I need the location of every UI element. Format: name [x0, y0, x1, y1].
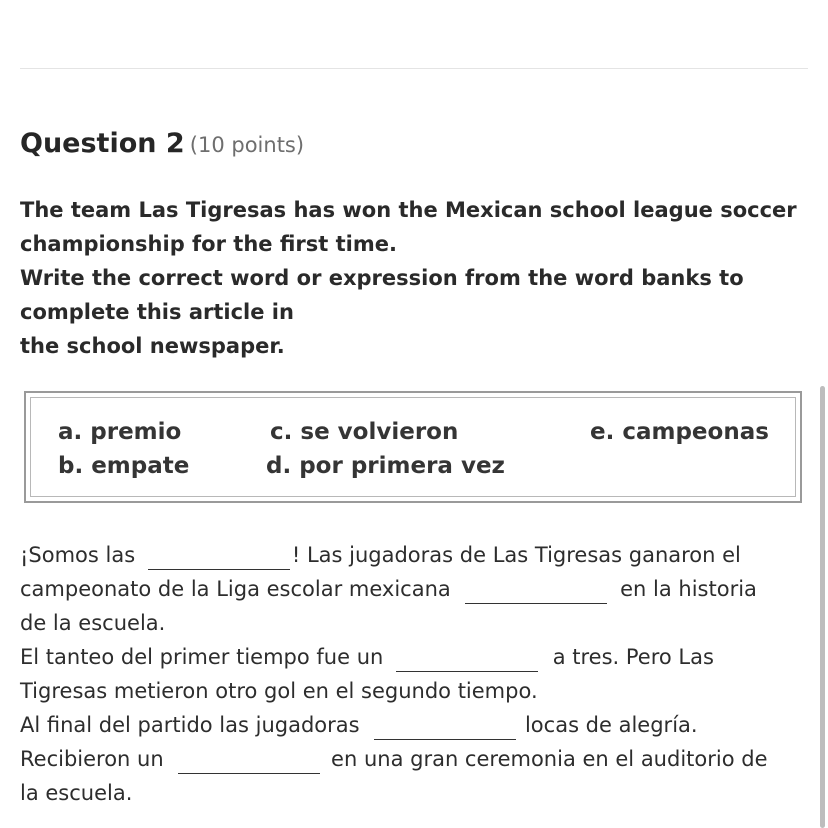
- passage-line: [20, 640, 820, 674]
- question-prompt: [20, 193, 810, 363]
- passage-text: en una gran ceremonia en el auditorio de: [331, 747, 768, 771]
- word-bank-item-d: d. por primera vez: [266, 453, 505, 479]
- passage-text: Recibieron un: [20, 747, 164, 771]
- passage-text: Al final del partido las jugadoras: [20, 713, 360, 737]
- passage-line: [20, 538, 820, 572]
- word-bank: [24, 391, 802, 503]
- passage-text: la escuela.: [20, 781, 133, 805]
- vertical-scrollbar[interactable]: [820, 386, 825, 828]
- prompt-line: complete this article in: [20, 300, 294, 324]
- passage-text: locas de alegría.: [524, 713, 698, 737]
- prompt-line: Write the correct word or expression from the word banks to: [20, 266, 744, 290]
- word-bank-item-c: c. se volvieron: [270, 419, 459, 445]
- question-title: Question 2: [20, 128, 185, 159]
- answer-blank-2[interactable]: [465, 579, 607, 604]
- top-divider: [20, 68, 808, 69]
- answer-blank-3[interactable]: [396, 647, 538, 672]
- passage-text: de la escuela.: [20, 611, 166, 635]
- passage-line: [20, 606, 820, 640]
- answer-blank-1[interactable]: [148, 545, 290, 570]
- passage-text: Tigresas metieron otro gol en el segundo tiempo.: [20, 679, 538, 703]
- prompt-line: championship for the first time.: [20, 232, 397, 256]
- passage-text: en la historia: [620, 577, 757, 601]
- passage-line: [20, 572, 820, 606]
- passage-line: [20, 674, 820, 708]
- prompt-line: the school newspaper.: [20, 334, 285, 358]
- word-bank-inner-border: [30, 397, 796, 497]
- question-heading: [20, 128, 304, 159]
- word-bank-item-b: b. empate: [58, 453, 190, 479]
- answer-blank-5[interactable]: [178, 749, 320, 774]
- question-points: (10 points): [189, 133, 305, 157]
- passage-text: ¡Somos las: [20, 543, 136, 567]
- word-bank-item-a: a. premio: [58, 419, 182, 445]
- passage-text: El tanteo del primer tiempo fue un: [20, 645, 384, 669]
- article-passage: [20, 538, 820, 810]
- passage-line: [20, 708, 820, 742]
- passage-line: [20, 742, 820, 776]
- passage-text: a tres. Pero Las: [552, 645, 714, 669]
- passage-text: ! Las jugadoras de Las Tigresas ganaron el: [291, 543, 741, 567]
- passage-text: campeonato de la Liga escolar mexicana: [20, 577, 451, 601]
- prompt-line: The team Las Tigresas has won the Mexican school league soccer: [20, 198, 797, 222]
- word-bank-item-e: e. campeonas: [590, 419, 769, 445]
- answer-blank-4[interactable]: [374, 715, 516, 740]
- passage-line: [20, 776, 820, 810]
